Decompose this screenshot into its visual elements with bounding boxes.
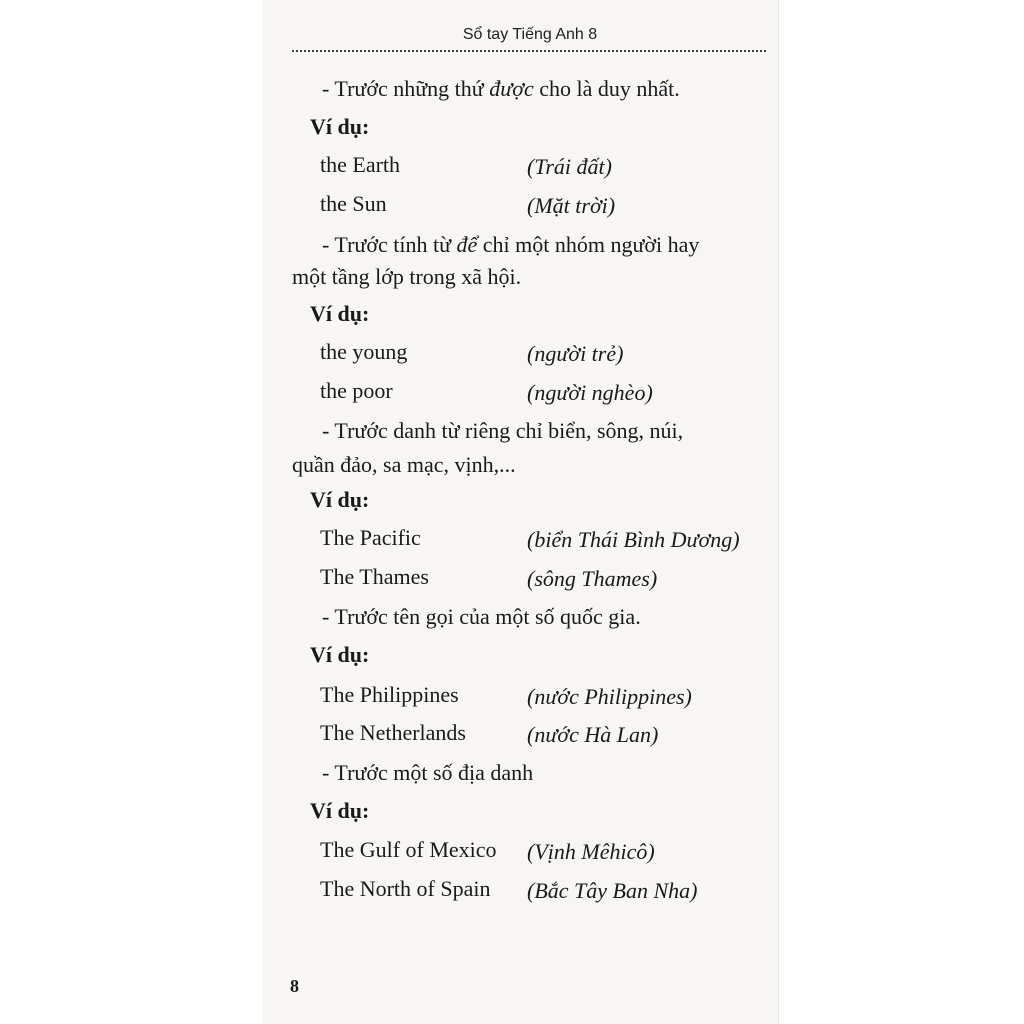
example-translation: (Vịnh Mêhicô) [527,839,655,864]
example-english: the Sun [320,191,387,216]
example-translation: (Bắc Tây Ban Nha) [527,878,698,903]
example-english: The Thames [320,564,429,589]
rule-line: một tầng lớp trong xã hội. [292,264,522,289]
rule-text: - Trước những thứ [322,76,490,101]
rule-line: - Trước danh từ riêng chỉ biển, sông, núi, [322,418,684,443]
example-label: Ví dụ: [310,114,370,139]
rule-line: - Trước một số địa danh [322,760,534,785]
example-english: The Philippines [320,682,459,707]
rule-text: chỉ một nhóm người hay [477,232,700,257]
page-number: 8 [290,976,299,996]
example-translation: (người trẻ) [527,341,624,366]
rule-line [322,232,699,258]
header-dotted-rule [292,50,766,52]
example-english: The Gulf of Mexico [320,837,497,862]
example-translation: (biển Thái Bình Dương) [527,527,740,552]
rule-line [322,76,680,102]
rule-emphasis: được [489,76,534,101]
example-translation: (người nghèo) [527,380,653,405]
example-english: The Netherlands [320,720,466,745]
example-english: the Earth [320,152,401,177]
example-translation: (nước Hà Lan) [527,722,659,747]
rule-emphasis: để [456,232,478,257]
example-label: Ví dụ: [310,301,370,326]
page-header: Sổ tay Tiếng Anh 8 [462,26,598,43]
rule-line: quần đảo, sa mạc, vịnh,... [292,452,516,477]
rule-text: - Trước tính từ [322,232,457,257]
rule-text: cho là duy nhất. [533,76,680,101]
example-english: The Pacific [320,525,421,550]
example-translation: (nước Philippines) [527,684,692,709]
example-label: Ví dụ: [310,487,370,512]
example-translation: (sông Thames) [527,566,658,591]
rule-line: - Trước tên gọi của một số quốc gia. [322,604,641,629]
example-english: The North of Spain [320,876,491,901]
book-page [262,0,779,1024]
example-english: the poor [320,378,393,403]
example-english: the young [320,339,408,364]
example-translation: (Trái đất) [527,154,612,179]
example-label: Ví dụ: [310,798,370,823]
example-translation: (Mặt trời) [527,193,616,218]
example-label: Ví dụ: [310,642,370,667]
